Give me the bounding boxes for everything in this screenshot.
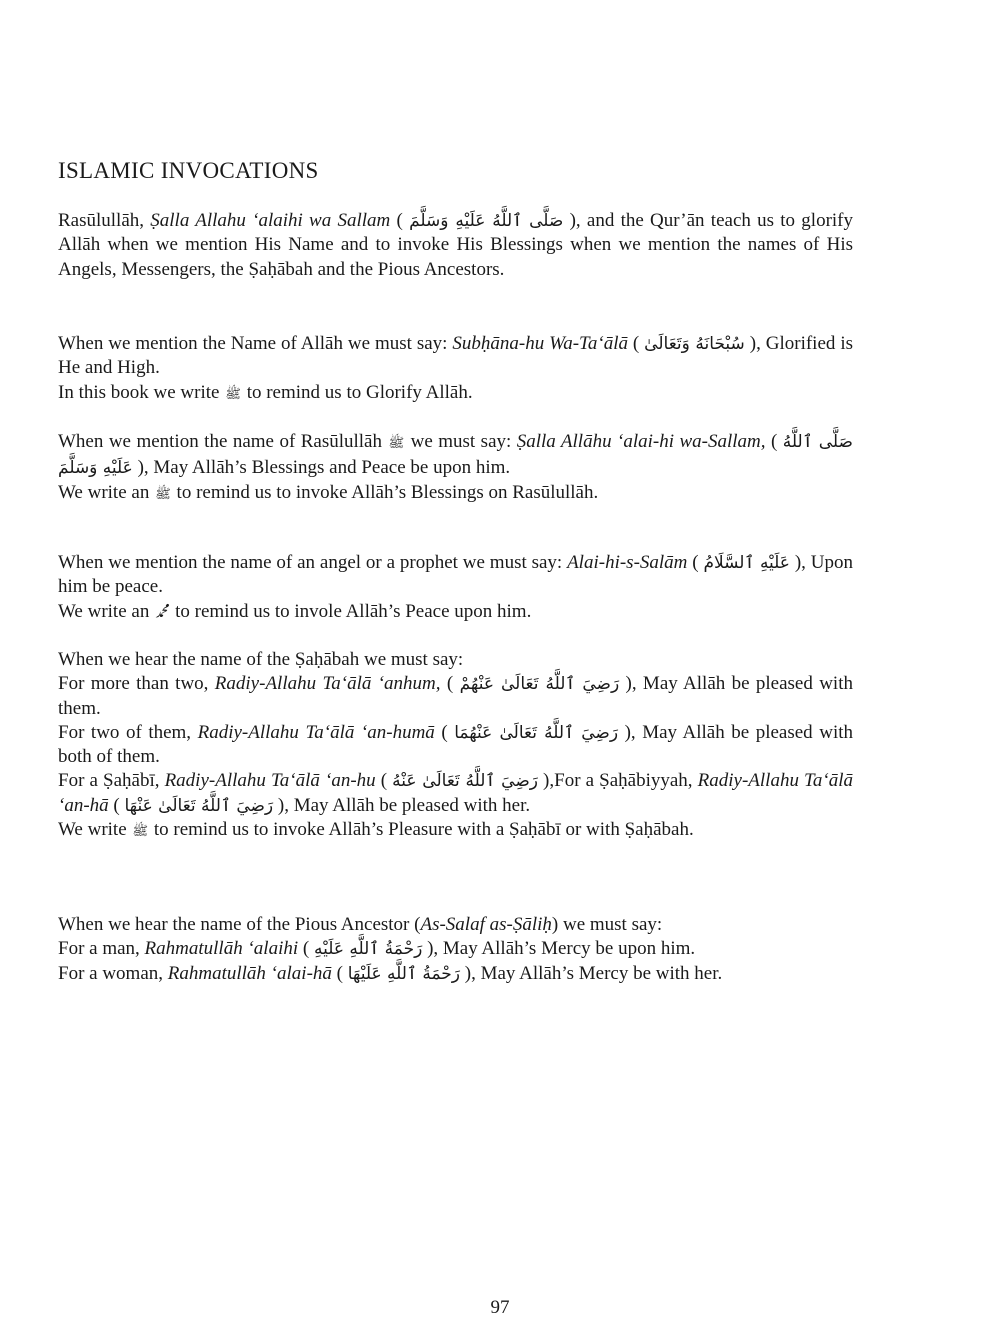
italic-text: As-Salaf as-Ṣāliḥ [420,914,552,935]
text: ), May Allāh be pleased with her. [273,794,531,816]
text: ( [687,552,704,573]
text: ), Glorified is He and High. [58,333,853,379]
text: ( [298,938,314,960]
text: Rasūlullāh, [58,210,151,231]
paragraph-prophet [58,551,853,626]
text: When we hear the name of the Pious Ancestor ( [58,914,421,935]
italic-text: Subḥāna-hu Wa-Ta‘ālā [452,333,628,354]
text: When we mention the Name of Allāh we must say: [58,333,453,354]
paragraph-intro [58,209,853,282]
arabic-text: رَضِيَ ٱللَّهُ تَعَالَىٰ عَنْهَا [124,795,274,816]
text: For two of them, [58,721,198,743]
paragraph-sahabah [58,648,853,844]
italic-text: Radiy-Allahu Ta‘ālā ‘an-humā [197,721,435,743]
text: ), May Allāh’s Blessings and Peace be upon him. [132,457,511,479]
blessings-symbol-icon: ﷺ [155,486,171,502]
text: ), May Allāh be pleased with them. [58,673,853,719]
text: ), and the Qur’ān teach us to glorify Allāh when we mention His Name and to invoke His Blessings when we mention the names of His Angels, Messengers, the Ṣaḥābah and the Pious Ancestors. [58,210,853,280]
arabic-text: عَلَيْهِ ٱلسَّلَامُ [703,553,790,573]
paragraph-pious-ancestors [58,913,853,986]
text: to remind us to invoke Allāh’s Pleasure with a Ṣaḥābī or with Ṣaḥābah. [149,819,694,841]
text: we must say: [405,431,517,452]
italic-text: Radiy-Allahu Ta‘ālā ‘an-hā [58,770,853,816]
page-number: 97 [490,1297,510,1318]
text: ( [331,962,348,984]
paragraph-allah [58,332,853,407]
text: ( [434,721,455,743]
italic-text: Rahmatullāh ‘alai-hā [167,962,332,984]
text: For a Ṣaḥābī, [58,770,165,792]
blessings-symbol-icon: ﷺ [388,436,405,451]
text: to remind us to invoke Allāh’s Blessings on Rasūlullāh. [171,481,599,503]
arabic-text: سُبْحَانَهُ وَتَعَالَىٰ [644,334,745,354]
text: ( [627,333,645,354]
text: ( [108,794,125,816]
text: For more than two, [58,673,215,695]
glorify-symbol-icon: ﷺ [225,386,241,402]
peace-symbol-icon: ﷴ [155,605,170,621]
text: to remind us to invole Allāh’s Peace upon him. [170,600,532,622]
italic-text: Radiy-Allahu Ta‘ālā ‘anhum, [214,673,441,695]
italic-text: Rahmatullāh ‘alaihi [144,938,299,960]
arabic-text: رَحْمَةُ ٱللَّهِ عَلَيْهَا [347,963,461,984]
text: For a man, [58,938,145,960]
text: When we mention the name of an angel or a prophet we must say: [58,552,568,573]
text: For a woman, [58,962,168,984]
paragraph-rasulullah [58,430,853,507]
arabic-text: صَلَّى ٱللَّهُ عَلَيْهِ وَسَلَّمَ [58,432,853,479]
text: ), May Allāh’s Mercy be with her. [460,962,723,984]
pleasure-symbol-icon: ﷺ [132,824,149,840]
text: ( [440,673,460,695]
text: ),For a Ṣaḥābiyyah, [537,770,698,792]
italic-text: Ṣalla Allāhu ‘alai-hi wa-Sallam, [516,431,766,452]
text: When we mention the name of Rasūlullāh [58,431,388,452]
arabic-text: رَضِيَ ٱللَّهُ تَعَالَىٰ عَنْهُ [392,771,538,792]
italic-text: Alai-hi-s-Salām [567,552,688,573]
text: In this book we write [58,381,225,403]
text: ), Upon him be peace. [58,552,853,598]
arabic-text: رَضِيَ ٱللَّهُ تَعَالَىٰ عَنْهُمَا [454,722,619,743]
text: When we hear the name of the Ṣaḥābah we must say: [58,649,464,670]
arabic-text: صَلَّى ٱللَّهُ عَلَيْهِ وَسَلَّمَ [409,211,564,231]
text: ( [375,770,393,792]
arabic-text: رَضِيَ ٱللَّهُ تَعَالَىٰ عَنْهُمْ [459,674,620,695]
italic-text: Ṣalla Allahu ‘alaihi wa Sallam [150,210,391,231]
text: ) we must say: [551,914,663,935]
text: ( [765,431,783,452]
text: ( [390,210,410,231]
text: ), May Allāh’s Mercy be upon him. [422,938,696,960]
italic-text: Radiy-Allahu Ta‘ālā ‘an-hu [164,770,376,792]
text: We write an [58,481,155,503]
text: We write [58,819,132,841]
page-title: ISLAMIC INVOCATIONS [58,158,319,183]
arabic-text: رَحْمَةُ ٱللَّهِ عَلَيْهِ [313,939,423,960]
text: to remind us to Glorify Allāh. [241,381,473,403]
text: ), May Allāh be pleased with both of them. [58,721,853,768]
text: We write an [58,600,155,622]
